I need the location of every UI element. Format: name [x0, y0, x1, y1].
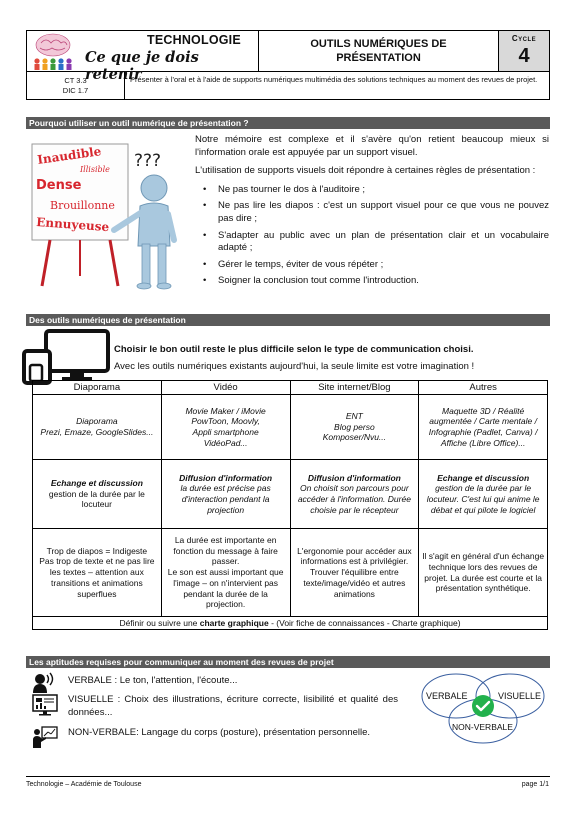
section-heading-why: Pourquoi utiliser un outil numérique de présentation ?: [26, 117, 550, 129]
check-icon: [472, 695, 494, 717]
venn-label-verbal: VERBALE: [426, 691, 468, 701]
subject-subtitle: Ce que je dois retenir: [85, 49, 199, 83]
type-title: Echange et discussion: [437, 472, 530, 483]
footer-divider: [26, 776, 550, 777]
speaking-head-icon: [32, 671, 54, 693]
table-row-examples: [33, 395, 548, 460]
type-text: gestion de la durée par le locuteur: [48, 488, 145, 510]
board-word-brouillonne: Brouillonne: [50, 199, 115, 212]
table-row-types: [33, 460, 548, 529]
examples-cell: Maquette 3D / Réalité augmentée / Carte mentale / Infographie (Padlet, Canva) / Affiche (Libre Office)...: [419, 395, 548, 460]
cycle-box: [499, 31, 549, 71]
presenter-icon: [32, 726, 58, 748]
rule-item: • S'adapter au public avec un plan de présentation clair et un vocabulaire adapté ;: [203, 230, 549, 255]
type-text: gestion de la durée par le locuteur. C'est lui qui anime le débat et qui pilote le logiciel: [426, 483, 540, 515]
rule-item: • Gérer le temps, éviter de vous répéter ;: [203, 259, 549, 272]
venn-label-visual: VISUELLE: [498, 691, 542, 701]
tools-sub: Avec les outils numériques existants aujourd'hui, la seule limite est votre imagination !: [114, 361, 475, 372]
tools-table: [32, 380, 548, 630]
examples-cell: Diaporama Prezi, Emaze, GoogleSlides...: [33, 395, 162, 460]
rule-item: • Ne pas lire les diapos : c'est un support visuel pour ce que vous ne pouvez pas dire ;: [203, 200, 549, 225]
examples-cell: Movie Maker / iMovie PowToon, Moovly, Appli smartphone VidéoPad...: [161, 395, 290, 460]
skill-visual: VISUELLE : Choix des illustrations, écriture correcte, lisibilité et qualité des données...: [68, 694, 398, 718]
charter-bold: charte graphique: [199, 617, 269, 628]
rule-item: • Ne pas tourner le dos à l'auditoire ;: [203, 184, 549, 197]
venn-label-non-verbal: NON-VERBALE: [452, 722, 513, 732]
question-marks: ???: [134, 151, 162, 171]
charter-cell: [33, 617, 548, 630]
section1-body: [195, 134, 549, 292]
column-header: Site internet/Blog: [290, 381, 419, 395]
table-row-advice: [33, 529, 548, 617]
skill-verbal: VERBALE : Le ton, l'attention, l'écoute...: [68, 675, 238, 686]
type-title: Diffusion d'information: [307, 472, 401, 483]
examples-cell: ENT Blog perso Komposer/Nvu...: [290, 395, 419, 460]
table-header-row: [33, 381, 548, 395]
skills-venn-diagram: [414, 666, 554, 746]
board-word-illisible: Illisible: [80, 165, 110, 174]
competence-code-2: DIC 1.7: [62, 86, 89, 95]
column-header: Autres: [419, 381, 548, 395]
competence-codes: [27, 72, 125, 99]
column-header: Vidéo: [161, 381, 290, 395]
paragraph-rules: L'utilisation de supports visuels doit répondre à certaines règles de présentation :: [195, 165, 536, 177]
column-header: Diaporama: [33, 381, 162, 395]
rule-item: • Soigner la conclusion tout comme l'introduction.: [203, 275, 549, 288]
page-number: page 1/1: [521, 781, 549, 788]
advice-cell: Il s'agit en général d'un échange technique lors des revues de projet. La durée est courte et la présentation synthétique.: [419, 529, 548, 617]
charter-suffix: - (Voir fiche de connaissances - Charte graphique): [268, 617, 461, 628]
board-word-ennuyeuse: Ennuyeuse: [35, 215, 110, 235]
team-brain-logo: [31, 31, 75, 71]
type-cell: [161, 460, 290, 529]
advice-cell: L'ergonomie pour accéder aux informations est à privilégier. Trouver l'équilibre entre texte/image/vidéo et autres animations: [290, 529, 419, 617]
competence-code-1: CT 3.3: [64, 76, 87, 85]
type-cell: [33, 460, 162, 529]
type-cell: [419, 460, 548, 529]
skill-non-verbal: NON-VERBALE: Langage du corps (posture), présentation personnelle.: [68, 727, 371, 738]
type-title: Diffusion d'information: [179, 472, 273, 483]
rules-list: [203, 184, 549, 288]
section-heading-tools: Des outils numériques de présentation: [26, 314, 550, 326]
competence-description: Présenter à l'oral et à l'aide de supports numériques multimédia des solutions techniques au moment des revues de projet.: [130, 75, 538, 84]
type-text: la durée est précise pas d'interaction pendant la projection: [180, 483, 271, 515]
type-cell: [290, 460, 419, 529]
topic-title: OUTILS NUMÉRIQUES DE PRÉSENTATION: [259, 31, 499, 71]
tools-lead: Choisir le bon outil reste le plus difficile selon le type de communication choisi.: [114, 344, 474, 355]
cycle-number: 4: [518, 45, 530, 67]
subject-title: TECHNOLOGIE: [147, 33, 241, 47]
table-row-charter: [33, 617, 548, 630]
presenter-board-illustration: [30, 136, 190, 296]
competences-row: [26, 72, 550, 100]
paragraph-memory: Notre mémoire est complexe et il s'avère qu'on retient beaucoup mieux si l'information orale est appuyée par un support visuel.: [195, 134, 549, 158]
advice-cell: Trop de diapos = Indigeste Pas trop de texte et ne pas lire les textes – attention aux transitions et animations superflues: [33, 529, 162, 617]
charter-prefix: Définir ou suivre une: [119, 617, 200, 628]
cycle-label: Cycle: [511, 34, 537, 43]
board-word-dense: Dense: [36, 178, 82, 193]
type-title: Echange et discussion: [50, 477, 143, 488]
advice-cell: La durée est importante en fonction du message à faire passer. Le son est aussi important que l'image – on n'intervient pas pendant la durée de la projection.: [161, 529, 290, 617]
devices-icon: [22, 329, 112, 385]
section-heading-skills: Les aptitudes requises pour communiquer au moment des revues de projet: [26, 656, 550, 668]
type-text: On choisit son parcours pour accéder à l'information. Durée choisie par le récepteur: [297, 483, 411, 515]
screen-chart-icon: [32, 694, 58, 716]
footer-source: Technologie – Académie de Toulouse: [26, 781, 142, 788]
board-word-inaudible: Inaudible: [36, 144, 103, 167]
